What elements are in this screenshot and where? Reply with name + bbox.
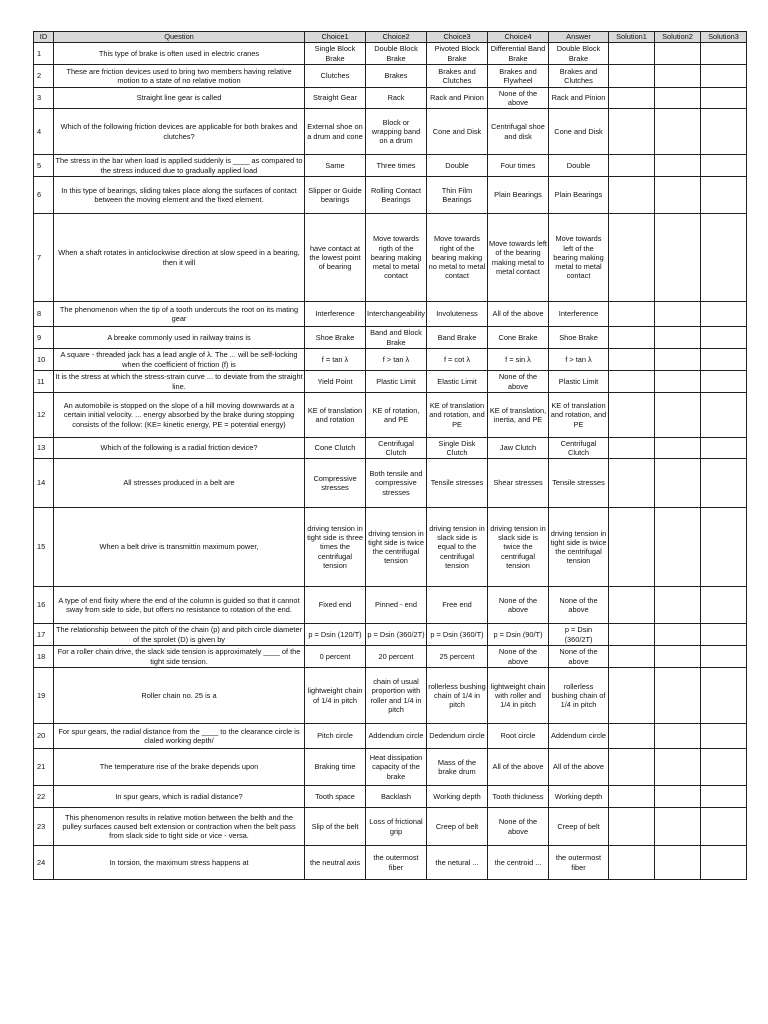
cell-id: 1	[34, 43, 54, 65]
cell-choice3: 25 percent	[427, 646, 488, 668]
cell-solution3	[701, 808, 747, 846]
cell-choice2: Three times	[366, 155, 427, 177]
cell-question: A square - threaded jack has a lead angle of λ. The ... will be self-locking when the coefficient of friction (f) is	[54, 349, 305, 371]
cell-choice2: Heat dissipation capacity of the brake	[366, 749, 427, 786]
cell-solution2	[655, 371, 701, 393]
cell-question: The temperature rise of the brake depends upon	[54, 749, 305, 786]
cell-question: It is the stress at which the stress-strain curve ... to deviate from the straight line.	[55, 372, 303, 391]
cell-answer: Move towards left of the bearing making metal to metal contact	[549, 214, 609, 302]
cell-choice4: None of the above	[488, 371, 549, 393]
cell-id: 21	[34, 749, 54, 786]
cell-solution3	[701, 846, 747, 880]
cell-choice3: Involuteness	[427, 302, 488, 327]
cell-choice2: f > tan λ	[366, 349, 427, 371]
cell-solution2	[655, 65, 701, 88]
cell-choice2: p = Dsin (360/2T)	[366, 624, 427, 646]
cell-choice4: None of the above	[488, 646, 549, 668]
cell-solution3	[701, 214, 747, 302]
cell-choice4: Differential Band Brake	[488, 43, 549, 65]
cell-choice3: Pivoted Block Brake	[427, 43, 488, 65]
cell-choice2: Pinned - end	[366, 587, 427, 624]
cell-solution2	[655, 109, 701, 155]
cell-solution1	[609, 177, 655, 214]
cell-choice4: lightweight chain with roller and 1/4 in pitch	[488, 668, 549, 724]
cell-solution1	[609, 808, 655, 846]
cell-solution3	[701, 459, 747, 508]
cell-solution3	[701, 349, 747, 371]
cell-id: 2	[34, 65, 54, 88]
cell-solution3	[701, 371, 747, 393]
cell-solution1	[609, 587, 655, 624]
cell-choice1: Tooth space	[305, 786, 366, 808]
cell-solution1	[609, 668, 655, 724]
cell-choice1: have contact at the lowest point of bearing	[305, 214, 366, 302]
cell-choice4: All of the above	[488, 749, 549, 786]
cell-question: Straight line gear is called	[54, 88, 305, 109]
cell-choice1: Single Block Brake	[305, 43, 366, 65]
cell-question: An automobile is stopped on the slope of a hill moving downwards at a certain initial velocity. ... energy absorbed by the brake during stopping consists of the follow: (KE= kinetic energy, PE = potential energy)	[54, 393, 305, 438]
table-row	[34, 214, 747, 302]
cell-answer: Rack and Pinion	[549, 88, 609, 109]
cell-solution1	[609, 786, 655, 808]
cell-choice4: None of the above	[488, 808, 549, 846]
cell-id: 19	[34, 668, 54, 724]
cell-answer: Addendum circle	[549, 724, 609, 749]
cell-solution3	[701, 177, 747, 214]
cell-id: 5	[34, 155, 54, 177]
cell-id: 15	[34, 508, 54, 587]
cell-question: When a shaft rotates in anticlockwise direction at slow speed in a bearing, then it will	[54, 214, 305, 302]
cell-solution1	[609, 109, 655, 155]
cell-answer: f > tan λ	[549, 349, 609, 371]
cell-choice4: p = Dsin (90/T)	[488, 624, 549, 646]
table-row	[34, 177, 747, 214]
cell-solution3	[701, 587, 747, 624]
cell-choice1: Slip of the belt	[305, 808, 366, 846]
cell-solution3	[701, 749, 747, 786]
cell-choice3: Thin Film Bearings	[427, 177, 488, 214]
cell-solution2	[655, 459, 701, 508]
cell-choice3: driving tension in slack side is equal to the centrifugal tension	[427, 508, 488, 587]
table-row	[34, 459, 747, 508]
cell-solution2	[655, 724, 701, 749]
table-row	[34, 371, 747, 393]
cell-solution2	[655, 587, 701, 624]
cell-answer: Double	[549, 155, 609, 177]
cell-solution2	[655, 177, 701, 214]
cell-question: When a belt drive is transmittin maximum power,	[54, 508, 305, 587]
table-row	[34, 438, 747, 459]
cell-choice4: All of the above	[488, 302, 549, 327]
cell-solution1	[609, 459, 655, 508]
cell-solution2	[655, 393, 701, 438]
table-row	[34, 43, 747, 65]
cell-choice3: Move towards right of the bearing making no metal to metal contact	[427, 214, 488, 302]
cell-choice2: Band and Block Brake	[366, 327, 427, 349]
cell-question: The stress in the bar when load is applied suddenly is ____ as compared to the stress induced due to gradually applied load	[54, 155, 305, 177]
header-choice3: Choice3	[427, 32, 488, 43]
cell-choice2: Interchangeability	[366, 302, 427, 327]
cell-choice1: Cone Clutch	[305, 438, 366, 459]
cell-choice1: Slipper or Guide bearings	[305, 177, 366, 214]
header-solution2: Solution2	[655, 32, 701, 43]
cell-id: 24	[34, 846, 54, 880]
table-row	[34, 302, 747, 327]
cell-solution1	[609, 846, 655, 880]
cell-solution3	[701, 393, 747, 438]
cell-choice3: Rack and Pinion	[427, 88, 488, 109]
cell-id: 23	[34, 808, 54, 846]
cell-solution2	[655, 668, 701, 724]
cell-question: Which of the following is a radial friction device?	[54, 438, 305, 459]
cell-solution2	[655, 646, 701, 668]
cell-choice2: driving tension in tight side is twice the centrifugal tension	[366, 508, 427, 587]
cell-solution3	[701, 646, 747, 668]
cell-choice4: the centroid ...	[488, 846, 549, 880]
cell-answer: Working depth	[549, 786, 609, 808]
table-row	[34, 109, 747, 155]
cell-question: These are friction devices used to bring two members having relative motion to a state of no relative motion	[54, 65, 305, 88]
cell-choice3: the netural ...	[427, 846, 488, 880]
cell-solution1	[609, 155, 655, 177]
cell-question: This phenomenon results in relative motion between the belth and the pulley surfaces caused belt extension or contraction when the belt pass from slack side to tight side or vice - versa.	[54, 808, 305, 846]
cell-choice3: Double	[427, 155, 488, 177]
cell-choice1: Clutches	[305, 65, 366, 88]
cell-answer: None of the above	[549, 646, 609, 668]
cell-solution2	[655, 302, 701, 327]
cell-choice2: Addendum circle	[366, 724, 427, 749]
cell-id: 11	[34, 371, 54, 393]
cell-question: In this type of bearings, sliding takes place along the surfaces of contact between the moving element and the fixed element.	[54, 177, 305, 214]
cell-choice3: KE of translation and rotation, and PE	[427, 393, 488, 438]
cell-choice4: KE of translation, inertia, and PE	[488, 393, 549, 438]
cell-solution1	[609, 214, 655, 302]
cell-choice4: None of the above	[488, 88, 549, 109]
cell-solution2	[655, 846, 701, 880]
cell-choice1: Pitch circle	[305, 724, 366, 749]
cell-choice2: 20 percent	[366, 646, 427, 668]
cell-choice4: Four times	[488, 155, 549, 177]
cell-choice1: KE of translation and rotation	[305, 393, 366, 438]
cell-choice3: Brakes and Clutches	[427, 65, 488, 88]
cell-answer: Plastic Limit	[549, 371, 609, 393]
cell-solution2	[655, 88, 701, 109]
cell-choice1: Shoe Brake	[305, 327, 366, 349]
cell-solution3	[701, 88, 747, 109]
cell-choice2: Plastic Limit	[366, 371, 427, 393]
cell-question: Roller chain no. 25 is a	[54, 668, 305, 724]
table-row	[34, 749, 747, 786]
cell-choice2: Both tensile and compressive stresses	[366, 459, 427, 508]
cell-question: A breake commonly used in railway trains is	[54, 327, 305, 349]
cell-solution2	[655, 327, 701, 349]
cell-answer: driving tension in tight side is twice the centrifugal tension	[549, 508, 609, 587]
cell-choice1: p = Dsin (120/T)	[305, 624, 366, 646]
table-row	[34, 724, 747, 749]
cell-choice2: Block or wrapping band on a drum	[366, 109, 427, 155]
cell-solution2	[655, 749, 701, 786]
cell-solution3	[701, 65, 747, 88]
cell-choice2: Backlash	[366, 786, 427, 808]
header-row	[34, 32, 747, 43]
cell-id: 13	[34, 438, 54, 459]
table-row	[34, 88, 747, 109]
cell-choice2: the outermost fiber	[366, 846, 427, 880]
cell-id: 22	[34, 786, 54, 808]
cell-answer: Tensile stresses	[549, 459, 609, 508]
cell-solution2	[655, 808, 701, 846]
cell-solution3	[701, 508, 747, 587]
cell-solution3	[701, 43, 747, 65]
cell-solution2	[655, 155, 701, 177]
cell-choice1: 0 percent	[305, 646, 366, 668]
cell-choice4: Plain Bearings	[488, 177, 549, 214]
cell-choice4: Root circle	[488, 724, 549, 749]
header-answer: Answer	[549, 32, 609, 43]
cell-answer: Centrifugal Clutch	[549, 438, 609, 459]
cell-id: 20	[34, 724, 54, 749]
cell-id: 3	[34, 88, 54, 109]
cell-solution1	[609, 724, 655, 749]
cell-choice1: f = tan λ	[305, 349, 366, 371]
header-choice1: Choice1	[305, 32, 366, 43]
cell-solution3	[701, 327, 747, 349]
cell-id: 17	[34, 624, 54, 646]
cell-id: 9	[34, 327, 54, 349]
cell-answer: Shoe Brake	[549, 327, 609, 349]
cell-id: 4	[34, 109, 54, 155]
table-row	[34, 393, 747, 438]
cell-choice3: Band Brake	[427, 327, 488, 349]
cell-question: The phenomenon when the tip of a tooth undercuts the root on its mating gear	[54, 302, 305, 327]
cell-choice1: Straight Gear	[305, 88, 366, 109]
cell-id: 7	[34, 214, 54, 302]
cell-answer: the outermost fiber	[549, 846, 609, 880]
header-id: ID	[34, 32, 54, 43]
cell-id: 16	[34, 587, 54, 624]
cell-answer: rollerless bushing chain of 1/4 in pitch	[549, 668, 609, 724]
cell-solution1	[609, 43, 655, 65]
cell-choice2: Centrifugal Clutch	[366, 438, 427, 459]
cell-choice3: Creep of belt	[427, 808, 488, 846]
cell-answer: None of the above	[549, 587, 609, 624]
table-row	[34, 349, 747, 371]
cell-answer: Interference	[549, 302, 609, 327]
cell-choice3: p = Dsin (360/T)	[427, 624, 488, 646]
header-solution1: Solution1	[609, 32, 655, 43]
cell-choice3: Working depth	[427, 786, 488, 808]
cell-choice3: rollerless bushing chain of 1/4 in pitch	[427, 668, 488, 724]
cell-choice1: the neutral axis	[305, 846, 366, 880]
cell-choice2: chain of usual proportion with roller and 1/4 in pitch	[366, 668, 427, 724]
cell-choice2: Rolling Contact Bearings	[366, 177, 427, 214]
cell-solution1	[609, 646, 655, 668]
cell-answer: Cone and Disk	[549, 109, 609, 155]
cell-solution1	[609, 393, 655, 438]
cell-question: For spur gears, the radial distance from the ____ to the clearance circle is claled working depth/	[54, 724, 305, 749]
cell-id: 12	[34, 393, 54, 438]
cell-solution1	[609, 349, 655, 371]
header-question: Question	[54, 32, 305, 43]
cell-choice2: Brakes	[366, 65, 427, 88]
header-choice2: Choice2	[366, 32, 427, 43]
cell-question: In spur gears, which is radial distance?	[54, 786, 305, 808]
cell-solution1	[609, 88, 655, 109]
cell-choice1: Compressive stresses	[305, 459, 366, 508]
cell-choice1: lightweight chain of 1/4 in pitch	[305, 668, 366, 724]
table-body	[34, 43, 747, 880]
cell-choice2: Loss of frictional grip	[366, 808, 427, 846]
cell-solution2	[655, 786, 701, 808]
cell-solution3	[701, 302, 747, 327]
cell-choice2: Rack	[366, 88, 427, 109]
cell-answer: Brakes and Clutches	[549, 65, 609, 88]
cell-choice1: driving tension in tight side is three times the centrifugal tension	[305, 508, 366, 587]
cell-solution3	[701, 155, 747, 177]
cell-solution1	[609, 302, 655, 327]
table-row	[34, 846, 747, 880]
cell-choice3: Elastic Limit	[427, 371, 488, 393]
cell-question: For a roller chain drive, the slack side tension is approximately ____ of the tight side tension.	[54, 646, 305, 668]
table-row	[34, 587, 747, 624]
cell-choice4: Move towards left of the bearing making metal to metal contact	[488, 214, 549, 302]
cell-choice1: Yield Point	[305, 371, 366, 393]
cell-solution2	[655, 508, 701, 587]
cell-solution2	[655, 43, 701, 65]
cell-question: The relationship between the pitch of the chain (p) and pitch circle diameter of the sprolet (D) is given by	[54, 624, 305, 646]
cell-question: Which of the following friction devices are applicable for both brakes and clutches?	[54, 109, 305, 155]
cell-answer: KE of translation and rotation, and PE	[549, 393, 609, 438]
cell-answer: Plain Bearings	[549, 177, 609, 214]
cell-answer: Double Block Brake	[549, 43, 609, 65]
cell-solution3	[701, 109, 747, 155]
cell-choice3: Single Disk Clutch	[427, 438, 488, 459]
table-row	[34, 624, 747, 646]
header-choice4: Choice4	[488, 32, 549, 43]
cell-choice3: f = cot λ	[427, 349, 488, 371]
cell-choice1: Interference	[305, 302, 366, 327]
cell-solution2	[655, 624, 701, 646]
cell-id: 10	[34, 349, 54, 371]
spreadsheet	[33, 31, 739, 880]
cell-solution3	[701, 624, 747, 646]
table-row	[34, 327, 747, 349]
table-row	[34, 786, 747, 808]
table-row	[34, 646, 747, 668]
cell-solution3	[701, 786, 747, 808]
cell-choice2: Move towards rigth of the bearing making metal to metal contact	[366, 214, 427, 302]
cell-choice3: Cone and Disk	[427, 109, 488, 155]
cell-question: A type of end fixity where the end of the column is guided so that it cannot sway from side to side, but offers no resistance to rotation of the end.	[54, 587, 305, 624]
cell-solution2	[655, 349, 701, 371]
cell-choice3: Free end	[427, 587, 488, 624]
cell-id: 14	[34, 459, 54, 508]
cell-choice1: External shoe on a drum and cone	[305, 109, 366, 155]
table-row	[34, 508, 747, 587]
cell-solution1	[609, 327, 655, 349]
table-row	[34, 155, 747, 177]
cell-choice4: Centrifugal shoe and disk	[488, 109, 549, 155]
cell-solution1	[609, 438, 655, 459]
cell-question: In torsion, the maximum stress happens at	[54, 846, 305, 880]
cell-choice3: Mass of the brake drum	[427, 749, 488, 786]
cell-solution3	[701, 438, 747, 459]
cell-solution2	[655, 214, 701, 302]
cell-choice3: Tensile stresses	[427, 459, 488, 508]
cell-choice4: Tooth thickness	[488, 786, 549, 808]
cell-choice4: driving tension in slack side is twice the centrifugal tension	[488, 508, 549, 587]
cell-question: This type of brake is often used in electric cranes	[54, 43, 305, 65]
cell-choice2: KE of rotation, and PE	[366, 393, 427, 438]
cell-choice4: f = sin λ	[488, 349, 549, 371]
cell-choice4: None of the above	[488, 587, 549, 624]
cell-choice4: Jaw Clutch	[488, 438, 549, 459]
cell-solution3	[701, 668, 747, 724]
cell-answer: Creep of belt	[549, 808, 609, 846]
cell-choice4: Brakes and Flywheel	[488, 65, 549, 88]
cell-choice2: Double Block Brake	[366, 43, 427, 65]
cell-solution1	[609, 749, 655, 786]
table-row	[34, 65, 747, 88]
table-row	[34, 668, 747, 724]
question-table	[33, 31, 747, 880]
cell-solution3	[701, 724, 747, 749]
cell-solution1	[609, 624, 655, 646]
cell-answer: p = Dsin (360/2T)	[549, 624, 609, 646]
cell-choice1: Same	[305, 155, 366, 177]
cell-choice4: Cone Brake	[488, 327, 549, 349]
header-solution3: Solution3	[701, 32, 747, 43]
cell-solution1	[609, 65, 655, 88]
cell-solution1	[609, 371, 655, 393]
cell-solution2	[655, 438, 701, 459]
cell-question: All stresses produced in a belt are	[54, 459, 305, 508]
cell-choice4: Shear stresses	[488, 459, 549, 508]
cell-id: 8	[34, 302, 54, 327]
cell-solution1	[609, 508, 655, 587]
table-row	[34, 808, 747, 846]
cell-choice1: Fixed end	[305, 587, 366, 624]
cell-choice3: Dedendum circle	[427, 724, 488, 749]
cell-choice1: Braking time	[305, 749, 366, 786]
cell-answer: All of the above	[549, 749, 609, 786]
cell-id: 6	[34, 177, 54, 214]
cell-id: 18	[34, 646, 54, 668]
